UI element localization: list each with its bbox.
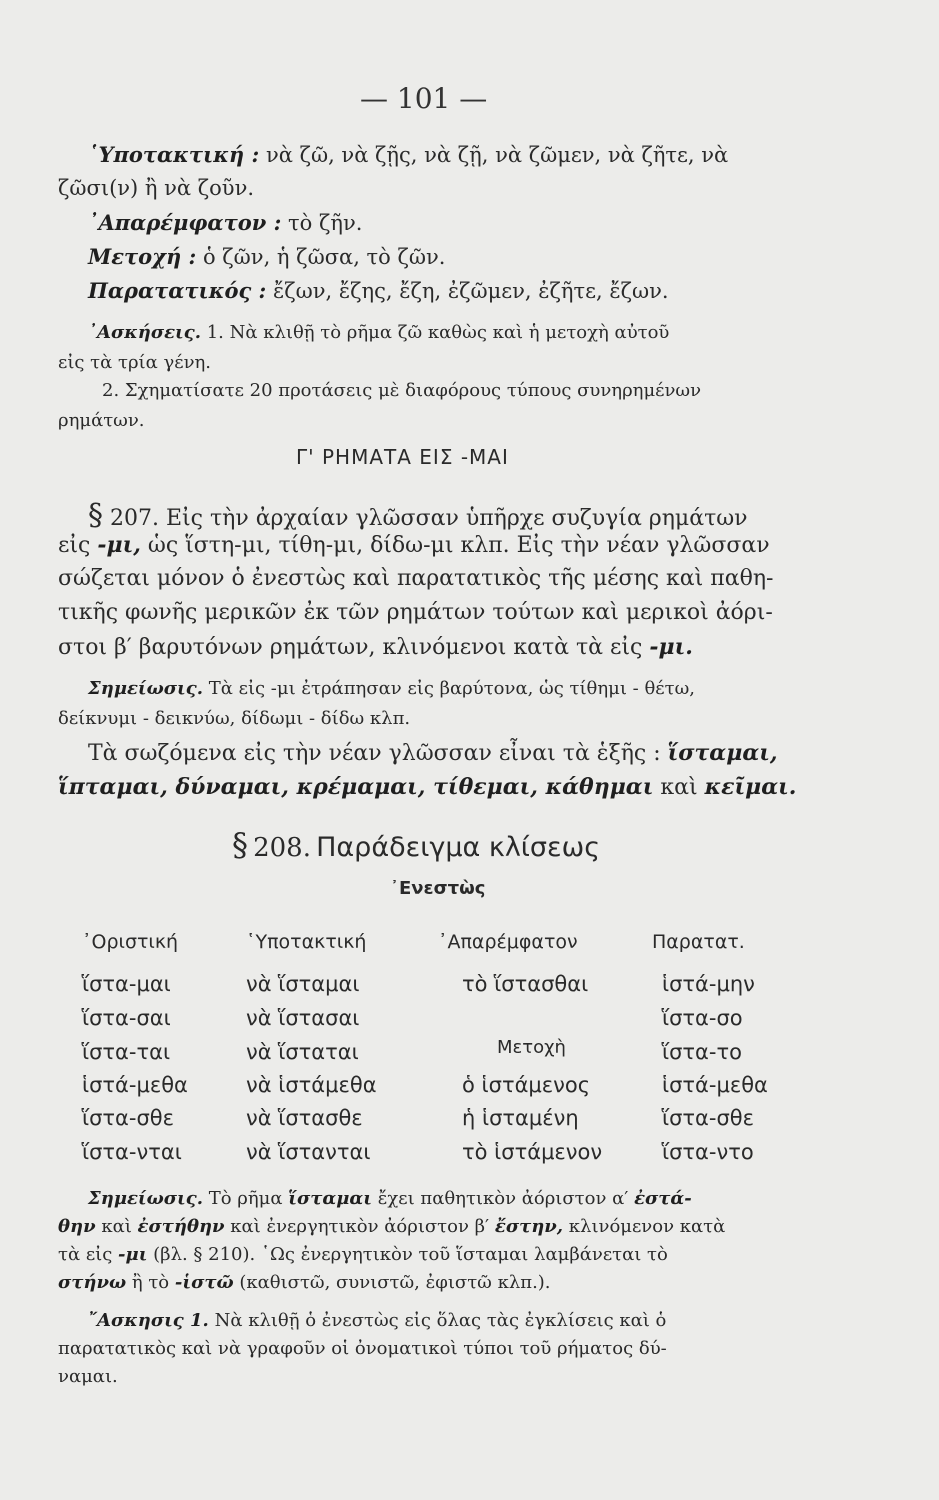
exercise1-line3: ναμαι.: [58, 1366, 118, 1387]
para208-number: 208.: [253, 833, 311, 863]
note2-text: (βλ. § 210). ῾Ως ἐνεργητικὸν τοῦ ἵσταμαι λαμβάνεται τὸ: [153, 1244, 668, 1265]
indicative-form: ἵστα-νται: [82, 1140, 182, 1164]
para207-mi2: -μι.: [649, 634, 693, 660]
subjunctive-form: νὰ ἵσταται: [246, 1040, 359, 1064]
preserved-text2c: κεῖμαι.: [704, 774, 797, 800]
preserved-text1a: Τὰ σωζόμενα εἰς τὴν νέαν γλῶσσαν εἶναι τὰ ἑξῆς :: [88, 741, 661, 766]
imperfect-form: ἱστά-μεθα: [662, 1073, 768, 1097]
note1-line1: [88, 678, 695, 700]
para207-text2a: εἰς: [58, 533, 91, 558]
note2-bold: ἔστην,: [494, 1216, 564, 1237]
participle-text: ὁ ζῶν, ἡ ζῶσα, τὸ ζῶν.: [202, 245, 446, 269]
para207-line2: [58, 532, 770, 559]
subjunctive-form: νὰ ἵσταμαι: [246, 972, 360, 996]
note2-line3: [58, 1244, 668, 1266]
exercise1-line2: παρατατικὸς καὶ νὰ γραφοῦν οἱ ὀνοματικοὶ τύποι τοῦ ρήματος δύ-: [58, 1338, 667, 1359]
section-sign-208: §: [232, 826, 248, 864]
para207-mi: -μι,: [97, 532, 141, 558]
participle-label: Μετοχή :: [88, 244, 197, 269]
para207-line5: [58, 634, 693, 661]
note2-text: καὶ: [101, 1216, 132, 1237]
header-subjunctive: ῾Υποτακτική: [246, 931, 367, 953]
participle-form: ἡ ἱσταμένη: [462, 1106, 579, 1130]
para207-line4: τικῆς φωνῆς μερικῶν ἐκ τῶν ρημάτων τούτων καὶ μερικοὶ ἀόρι-: [58, 600, 773, 625]
note1-text1: Τὰ εἰς -μι ἐτράπησαν εἰς βαρύτονα, ὡς τίθημι - θέτω,: [208, 678, 695, 699]
indicative-form: ἵστα-σαι: [82, 1006, 171, 1030]
preserved-line2: [58, 774, 796, 801]
subjunctive-form: νὰ ἵστασαι: [246, 1006, 360, 1030]
note2-bold: ἵσταμαι: [288, 1188, 372, 1209]
note2-text: ἔχει παθητικὸν ἀόριστον α′: [377, 1188, 629, 1209]
header-imperfect: Παρατατ.: [652, 931, 745, 953]
indicative-form: ἵστα-μαι: [82, 972, 171, 996]
para207-line1: [88, 498, 748, 534]
subjunctive-label: ῾Υποτακτική :: [88, 142, 260, 167]
note2-label: Σημείωσις.: [88, 1188, 203, 1209]
subjunctive-form: νὰ ἵστασθε: [246, 1106, 363, 1130]
note2-text: Τὸ ρῆμα: [208, 1188, 283, 1209]
para207-text5a: στοι β′ βαρυτόνων ρημάτων, κλινόμενοι κατὰ τὰ εἰς: [58, 635, 643, 660]
preserved-text1b: ἵσταμαι,: [667, 740, 778, 766]
participle-form: τὸ ἱστάμενον: [462, 1140, 603, 1164]
subjunctive-form: νὰ ἱστάμεθα: [246, 1073, 377, 1097]
imperfect-form: ἵστα-ντο: [662, 1140, 754, 1164]
imperfect-line: [88, 278, 669, 304]
exercises-label: ᾿Ασκήσεις.: [88, 322, 201, 343]
note2-text: τὰ εἰς: [58, 1244, 113, 1265]
note2-bold: ἐστά-: [634, 1188, 692, 1209]
infinitive-label: ᾿Απαρέμφατον :: [88, 210, 282, 235]
para207-text1: 207. Εἰς τὴν ἀρχαίαν γλῶσσαν ὑπῆρχε συζυγία ρημάτων: [110, 506, 748, 531]
imperfect-form: ἱστά-μην: [662, 972, 755, 996]
subjunctive-form: νὰ ἵστανται: [246, 1140, 371, 1164]
note2-line1: [88, 1188, 692, 1210]
exercise1-line1: [88, 1310, 666, 1332]
section-heading: Γ' ΡΗΜΑΤΑ ΕΙΣ -ΜΑΙ: [296, 445, 509, 469]
imperfect-label: Παρατατικός :: [88, 278, 267, 303]
imperfect-text: ἔζων, ἔζης, ἔζη, ἐζῶμεν, ἐζῆτε, ἔζων.: [273, 279, 669, 303]
note1-line2: δείκνυμι - δεικνύω, δίδωμι - δίδω κλπ.: [58, 708, 411, 729]
preserved-text2b: καὶ: [660, 775, 698, 800]
exercises-line1: [88, 322, 669, 344]
note2-text: καὶ ἐνεργητικὸν ἀόριστον β′: [230, 1216, 490, 1237]
para207-line3: σώζεται μόνον ὁ ἐνεστὼς καὶ παρατατικὸς τῆς μέσης καὶ παθη-: [58, 566, 774, 591]
note1-label: Σημείωσις.: [88, 678, 203, 699]
note2-bold: ἐστήθην: [137, 1216, 225, 1237]
note2-text: (καθιστῶ, συνιστῶ, ἐφιστῶ κλπ.).: [239, 1272, 551, 1293]
indicative-form: ἵστα-ται: [82, 1040, 171, 1064]
participle-line: [88, 244, 445, 270]
participle-label: Μετοχὴ: [497, 1037, 566, 1058]
page-number: — 101 —: [360, 82, 488, 115]
indicative-form: ἱστά-μεθα: [82, 1073, 188, 1097]
header-infinitive: ᾿Απαρέμφατον: [438, 931, 578, 953]
header-indicative: ᾿Οριστική: [82, 931, 179, 953]
indicative-form: ἵστα-σθε: [82, 1106, 174, 1130]
exercises-line2: εἰς τὰ τρία γένη.: [58, 352, 212, 373]
participle-form: ὁ ἱστάμενος: [462, 1073, 591, 1097]
para208-heading: [232, 826, 600, 864]
note2-bold: -ἱστῶ: [174, 1272, 234, 1293]
note2-bold: στήνω: [58, 1272, 127, 1293]
subjunctive-text: νὰ ζῶ, νὰ ζῇς, νὰ ζῇ, νὰ ζῶμεν, νὰ ζῆτε, νὰ: [265, 143, 729, 167]
para208-title: Παράδειγμα κλίσεως: [316, 832, 601, 863]
subjunctive-line: [88, 142, 728, 168]
exercise1-label: ῎Ασκησις 1.: [88, 1310, 209, 1331]
note2-bold: θην: [58, 1216, 96, 1237]
note2-text: ἢ τὸ: [131, 1272, 170, 1293]
subjunctive-cont: ζῶσι(ν) ἢ νὰ ζοῦν.: [58, 176, 255, 200]
present-tense-subtitle: ᾿Ενεστὼς: [390, 878, 486, 899]
imperfect-form: ἵστα-σθε: [662, 1106, 754, 1130]
exercise1-text1: Νὰ κλιθῇ ὁ ἐνεστὼς εἰς ὅλας τὰς ἐγκλίσεις καὶ ὁ: [214, 1310, 667, 1331]
exercises-line4: ρημάτων.: [58, 410, 145, 431]
preserved-text2a: ἵπταμαι, δύναμαι, κρέμαμαι, τίθεμαι, κάθημαι: [58, 774, 654, 800]
exercises-text1: 1. Νὰ κλιθῇ τὸ ρῆμα ζῶ καθὼς καὶ ἡ μετοχὴ αὐτοῦ: [206, 322, 670, 343]
para207-text2c: ὡς ἵστη-μι, τίθη-μι, δίδω-μι κλπ. Εἰς τὴν νέαν γλῶσσαν: [147, 533, 770, 558]
note2-line2: [58, 1216, 725, 1238]
note2-bold: -μι: [118, 1244, 148, 1265]
infinitive-form: τὸ ἵστασθαι: [462, 972, 589, 996]
note2-text: κλινόμενον κατὰ: [568, 1216, 726, 1237]
note2-line4: [58, 1272, 551, 1294]
preserved-line1: [88, 740, 778, 767]
exercises-line3: 2. Σχηματίσατε 20 προτάσεις μὲ διαφόρους τύπους συνηρημένων: [102, 380, 702, 401]
imperfect-form: ἵστα-το: [662, 1040, 742, 1064]
infinitive-line: [88, 210, 362, 236]
infinitive-text: τὸ ζῆν.: [288, 211, 363, 235]
imperfect-form: ἵστα-σο: [662, 1006, 743, 1030]
section-sign: §: [88, 498, 103, 533]
